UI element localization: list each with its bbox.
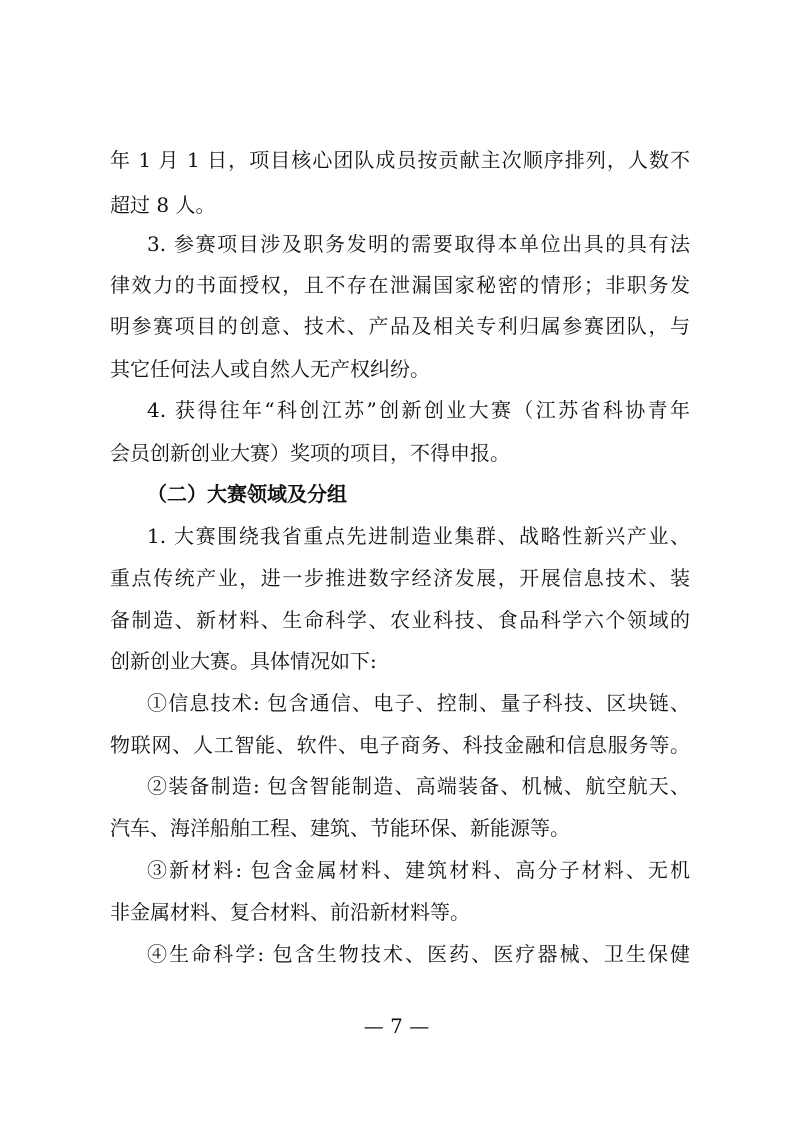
materials-line-1: ③新材料: 包含金属材料、建筑材料、高分子材料、无机: [147, 858, 690, 882]
item-1-line-2: 重点传统产业，进一步推进数字经济发展，开展信息技术、装: [110, 566, 690, 590]
item-4-line-1: 4. 获得往年“科创江苏”创新创业大赛（江苏省科协青年: [147, 398, 690, 422]
item-3-line-4: 其它任何法人或自然人无产权纠纷。: [110, 357, 430, 381]
life-science-line-1: ④生命科学: 包含生物技术、医药、医疗器械、卫生保健: [147, 942, 690, 966]
item-1-line-4: 创新创业大赛。具体情况如下:: [110, 649, 377, 673]
equipment-line-1: ②装备制造: 包含智能制造、高端装备、机械、航空航天、: [147, 774, 690, 798]
info-tech-line-2: 物联网、人工智能、软件、电子商务、科技金融和信息服务等。: [110, 733, 690, 757]
equipment-line-2: 汽车、海洋船舶工程、建筑、节能环保、新能源等。: [110, 816, 570, 840]
item-4-line-2: 会员创新创业大赛）奖项的项目，不得申报。: [110, 441, 510, 465]
materials-line-2: 非金属材料、复合材料、前沿新材料等。: [110, 900, 470, 924]
item-3-line-3: 明参赛项目的创意、技术、产品及相关专利归属参赛团队，与: [110, 314, 690, 338]
item-3-line-2: 律效力的书面授权，且不存在泄漏国家秘密的情形；非职务发: [110, 273, 690, 297]
item-3-line-1: 3. 参赛项目涉及职务发明的需要取得本单位出具的具有法: [147, 232, 690, 256]
info-tech-line-1: ①信息技术: 包含通信、电子、控制、量子科技、区块链、: [147, 691, 690, 715]
section-heading: （二）大赛领域及分组: [147, 482, 347, 506]
page-number: — 7 —: [363, 1014, 430, 1038]
item-1-line-1: 1. 大赛围绕我省重点先进制造业集群、战略性新兴产业、: [147, 524, 690, 548]
body-line-1: 年 1 月 1 日，项目核心团队成员按贡献主次顺序排列，人数不: [110, 148, 690, 172]
body-line-2: 超过 8 人。: [110, 193, 216, 217]
item-1-line-3: 备制造、新材料、生命科学、农业科技、食品科学六个领域的: [110, 608, 690, 632]
